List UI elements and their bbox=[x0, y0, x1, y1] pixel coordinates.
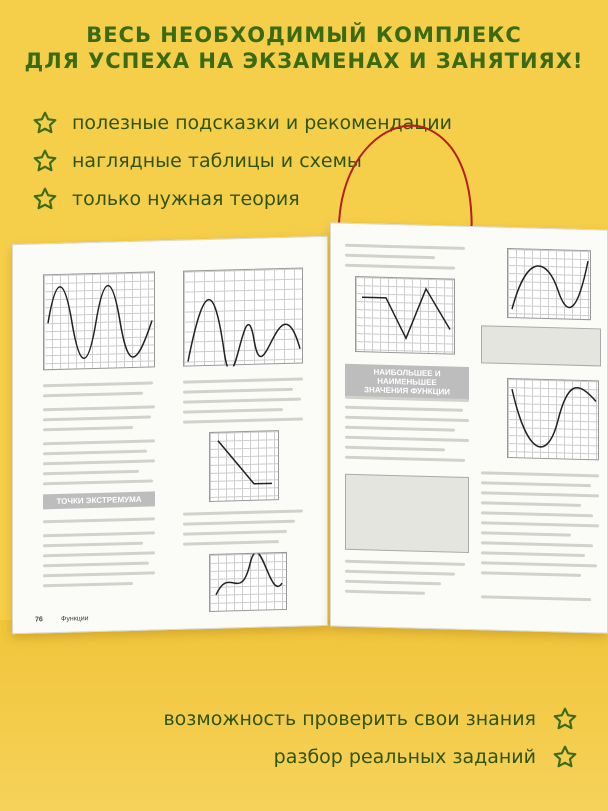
page-number: 76 bbox=[35, 616, 43, 624]
graph-function-g bbox=[355, 276, 455, 355]
book-page-right bbox=[330, 222, 608, 633]
bottom-feature-item bbox=[274, 744, 578, 770]
graph-linear-function bbox=[209, 430, 279, 502]
headline-line-1: ВЕСЬ НЕОБХОДИМЫЙ КОМПЛЕКС bbox=[86, 23, 522, 47]
bottom-feature-label: возможность проверить свои знания bbox=[163, 708, 536, 730]
feature-label: полезные подсказки и рекомендации bbox=[72, 112, 452, 134]
bottom-feature-item bbox=[163, 706, 578, 732]
section-title-extremum: ТОЧКИ ЭКСТРЕМУМА bbox=[43, 491, 155, 509]
star-outline-icon bbox=[32, 186, 58, 212]
star-outline-icon bbox=[552, 744, 578, 770]
headline-line-2: ДЛЯ УСПЕХА НА ЭКЗАМЕНАХ И ЗАНЯТИЯХ! bbox=[24, 49, 584, 73]
graph-function-f bbox=[507, 248, 591, 320]
graph-maximum-function bbox=[209, 552, 287, 612]
section-title-line-1: НАИБОЛЬШЕЕ И НАИМЕНЬШЕЕ bbox=[373, 367, 441, 388]
rule-box bbox=[345, 474, 469, 553]
tip-box bbox=[481, 325, 601, 366]
book-page-left bbox=[12, 236, 328, 634]
star-outline-icon bbox=[32, 110, 58, 136]
open-book-illustration bbox=[12, 222, 608, 640]
graph-bounded-function bbox=[43, 271, 155, 370]
bottom-feature-label: разбор реальных заданий bbox=[273, 746, 536, 768]
star-outline-icon bbox=[552, 706, 578, 732]
section-title-line-2: ЗНАЧЕНИЯ ФУНКЦИИ bbox=[364, 385, 450, 397]
page-footer: Функции bbox=[61, 615, 89, 623]
section-title-extreme-values bbox=[345, 364, 469, 400]
feature-label: только нужная теория bbox=[72, 188, 300, 210]
star-outline-icon bbox=[32, 148, 58, 174]
feature-label: наглядные таблицы и схемы bbox=[72, 150, 362, 172]
headline bbox=[0, 22, 608, 74]
graph-extremum-function bbox=[183, 268, 303, 367]
graph-sample-function bbox=[507, 378, 599, 460]
